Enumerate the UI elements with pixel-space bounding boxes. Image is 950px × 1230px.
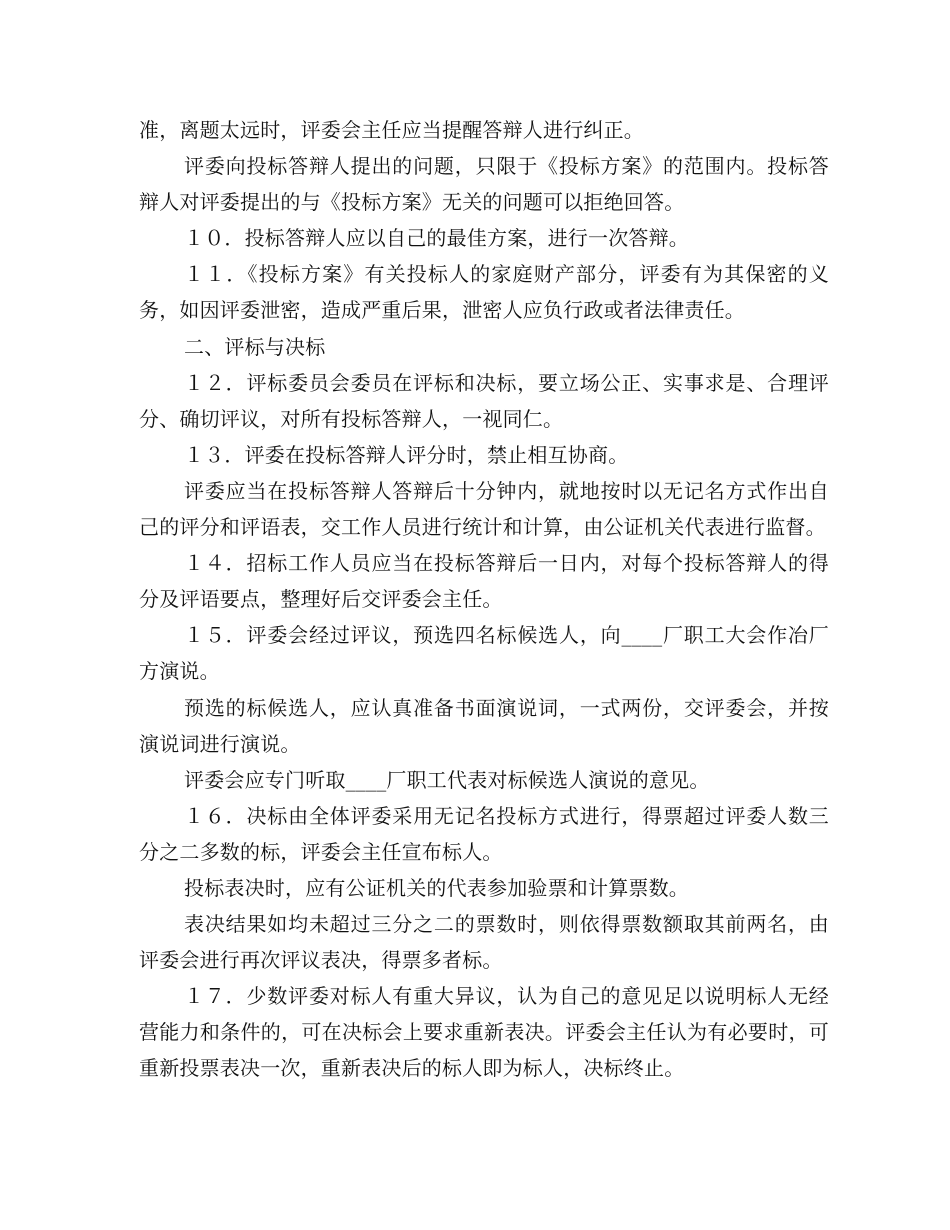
clause-10: １０．投标答辩人应以自己的最佳方案，进行一次答辩。 [184, 226, 689, 251]
clause-16: １６．决标由全体评委采用无记名投标方式进行，得票超过评委人数三分之二多数的标，评委会主任宣布标人。 [139, 803, 829, 864]
clause-12: １２．评标委员会委员在评标和决标，要立场公正、实事求是、合理评分、确切评议，对所有投标答辩人，一视同仁。 [139, 370, 829, 431]
clause-17: １７．少数评委对标人有重大异议，认为自己的意见足以说明标人无经营能力和条件的，可在决标会上要求重新表决。评委会主任认为有必要时，可重新投票表决一次，重新表决后的标人即为标人，决标终止。 [139, 984, 829, 1081]
paragraph: 准，离题太远时，评委会主任应当提醒答辩人进行纠正。 [139, 118, 644, 142]
clause-14: １４．招标工作人员应当在投标答辩后一日内，对每个投标答辩人的得分及评语要点，整理好后交评委会主任。 [139, 551, 829, 612]
clause-11: １１．《投标方案》有关投标人的家庭财产部分，评委有为其保密的义务，如因评委泄密，造成严重后果，泄密人应负行政或者法律责任。 [139, 262, 829, 323]
document-body [139, 112, 829, 1087]
paragraph: 评委应当在投标答辩人答辩后十分钟内，就地按时以无记名方式作出自己的评分和评语表，交工作人员进行统计和计算，由公证机关代表进行监督。 [139, 478, 829, 540]
paragraph: 投标表决时，应有公证机关的代表参加验票和计算票数。 [184, 875, 689, 900]
clause-15: １５．评委会经过评议，预选四名标候选人，向____厂职工大会作冶厂方演说。 [139, 623, 829, 684]
section-heading: 二、评标与决标 [184, 334, 326, 359]
paragraph: 表决结果如均未超过三分之二的票数时，则依得票数额取其前两名，由评委会进行再次评议表决，得票多者标。 [139, 912, 829, 973]
paragraph: 评委会应专门听取____厂职工代表对标候选人演说的意见。 [184, 767, 710, 792]
clause-13: １３．评委在投标答辩人评分时，禁止相互协商。 [184, 442, 629, 467]
paragraph: 预选的标候选人，应认真准备书面演说词，一式两份，交评委会，并按演说词进行演说。 [139, 695, 829, 756]
paragraph: 评委向投标答辩人提出的问题，只限于《投标方案》的范围内。投标答辩人对评委提出的与《投标方案》无关的问题可以拒绝回答。 [139, 154, 829, 215]
